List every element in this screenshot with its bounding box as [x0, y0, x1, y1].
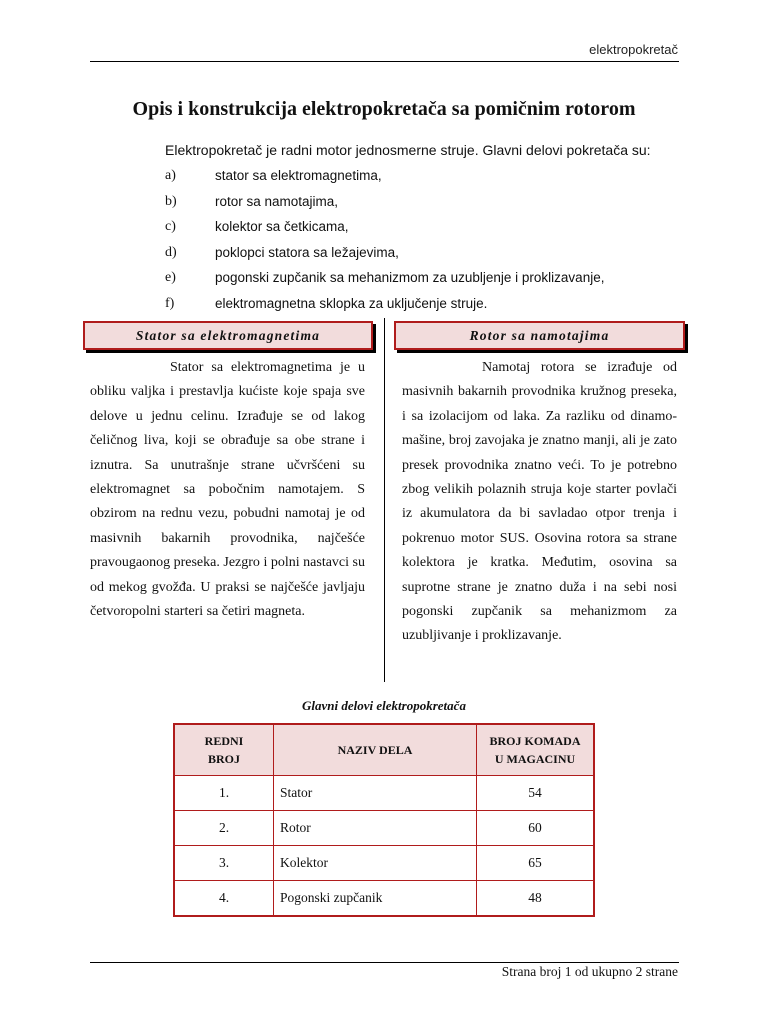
row-number: 3.	[174, 846, 274, 881]
intro-section	[165, 142, 651, 321]
list-marker: d)	[165, 244, 177, 260]
row-number: 2.	[174, 811, 274, 846]
list-item-text: stator sa elektromagnetima,	[215, 168, 382, 183]
part-name: Kolektor	[274, 846, 477, 881]
table-row	[174, 776, 594, 811]
header-divider	[90, 61, 679, 62]
part-quantity: 54	[477, 776, 595, 811]
table-row	[174, 881, 594, 917]
list-item-text: elektromagnetna sklopka za uključenje struje.	[215, 295, 488, 311]
list-item	[165, 245, 651, 261]
rotor-section-heading: Rotor sa namotajima	[394, 321, 685, 350]
row-number: 1.	[174, 776, 274, 811]
part-name: Pogonski zupčanik	[274, 881, 477, 917]
table-caption: Glavni delovi elektropokretača	[302, 698, 466, 713]
document-title: Opis i konstrukcija elektropokretača sa pomičnim rotorom	[132, 98, 636, 120]
table-row	[174, 846, 594, 881]
list-marker: b)	[165, 193, 177, 209]
footer-divider	[90, 962, 679, 963]
part-quantity: 60	[477, 811, 595, 846]
list-item	[165, 219, 651, 235]
column-header-line: BROJ	[207, 752, 240, 766]
column-header-number	[174, 724, 274, 776]
part-quantity: 65	[477, 846, 595, 881]
parts-table	[173, 723, 595, 917]
table-header-row	[174, 724, 594, 776]
column-header-line: REDNI	[204, 734, 244, 748]
table-row	[174, 811, 594, 846]
rotor-section-body: Namotaj rotora se izrađuje od masivnih bakarnih provodnika kružnog preseka, i sa izolacijom od laka. Za razliku od dinamo-mašine, broj zavojaka je znatno manji, ali je zato presek provodnika znatno veći. To je potrebno zbog velikih polaznih struja koje starter povlači iz akumulatora da bi savladao otpor trenja i pokrenuo motor SUS. Osovina rotora sa strane kolektora je kratka. Međutim, osovina sa suprotne strane je znatno duža i na sebi nosi pogonski zupčanik sa mehanizmom za uzubljivanje i proklizavanje.	[402, 360, 677, 644]
column-header-line: U MAGACINU	[494, 752, 576, 766]
list-item-text: poklopci statora sa ležajevima,	[215, 244, 399, 260]
part-name: Stator	[274, 776, 477, 811]
list-marker: a)	[165, 168, 176, 183]
part-quantity: 48	[477, 881, 595, 917]
list-item-text: pogonski zupčanik sa mehanizmom za uzubljenje i proklizavanje,	[215, 270, 605, 285]
column-header-quantity	[477, 724, 595, 776]
row-number: 4.	[174, 881, 274, 917]
list-item	[165, 194, 651, 210]
list-marker: f)	[165, 295, 175, 311]
column-header-name: NAZIV DELA	[274, 724, 477, 776]
list-item	[165, 270, 651, 286]
parts-list	[165, 168, 651, 312]
page-header: elektropokretač	[589, 42, 678, 57]
list-item	[165, 296, 651, 312]
list-marker: e)	[165, 270, 176, 285]
column-divider	[384, 318, 385, 682]
list-item	[165, 168, 651, 184]
list-item-text: rotor sa namotajima,	[215, 193, 339, 209]
part-name: Rotor	[274, 811, 477, 846]
stator-section-body: Stator sa elektromagnetima je u obliku valjka i prestavlja kućiste koje spaja sve delove u jednu celinu. Izrađuje se od lakog čeličnog liva, koji se obrađuje sa obe strane i iznutra. Sa unutrašnje strane učvršćeni su elektromagnet sa pobočnim namotajem. S obzirom na rednu vezu, pobudni namotaj je od masivnih bakarnih provodnika, najčešće pravougaonog preseka. Jezgro i polni nastavci su od mekog gvožđa. U praksi se najčešće javljaju četvoropolni starteri sa četiri magneta.	[90, 360, 365, 620]
page-footer: Strana broj 1 od ukupno 2 strane	[501, 964, 678, 979]
list-item-text: kolektor sa četkicama,	[215, 219, 349, 234]
column-header-line: BROJ KOMADA	[489, 734, 581, 748]
intro-lead: Elektropokretač je radni motor jednosmerne struje. Glavni delovi pokretača su:	[165, 142, 651, 158]
stator-section-heading: Stator sa elektromagnetima	[83, 321, 373, 350]
list-marker: c)	[165, 219, 176, 234]
